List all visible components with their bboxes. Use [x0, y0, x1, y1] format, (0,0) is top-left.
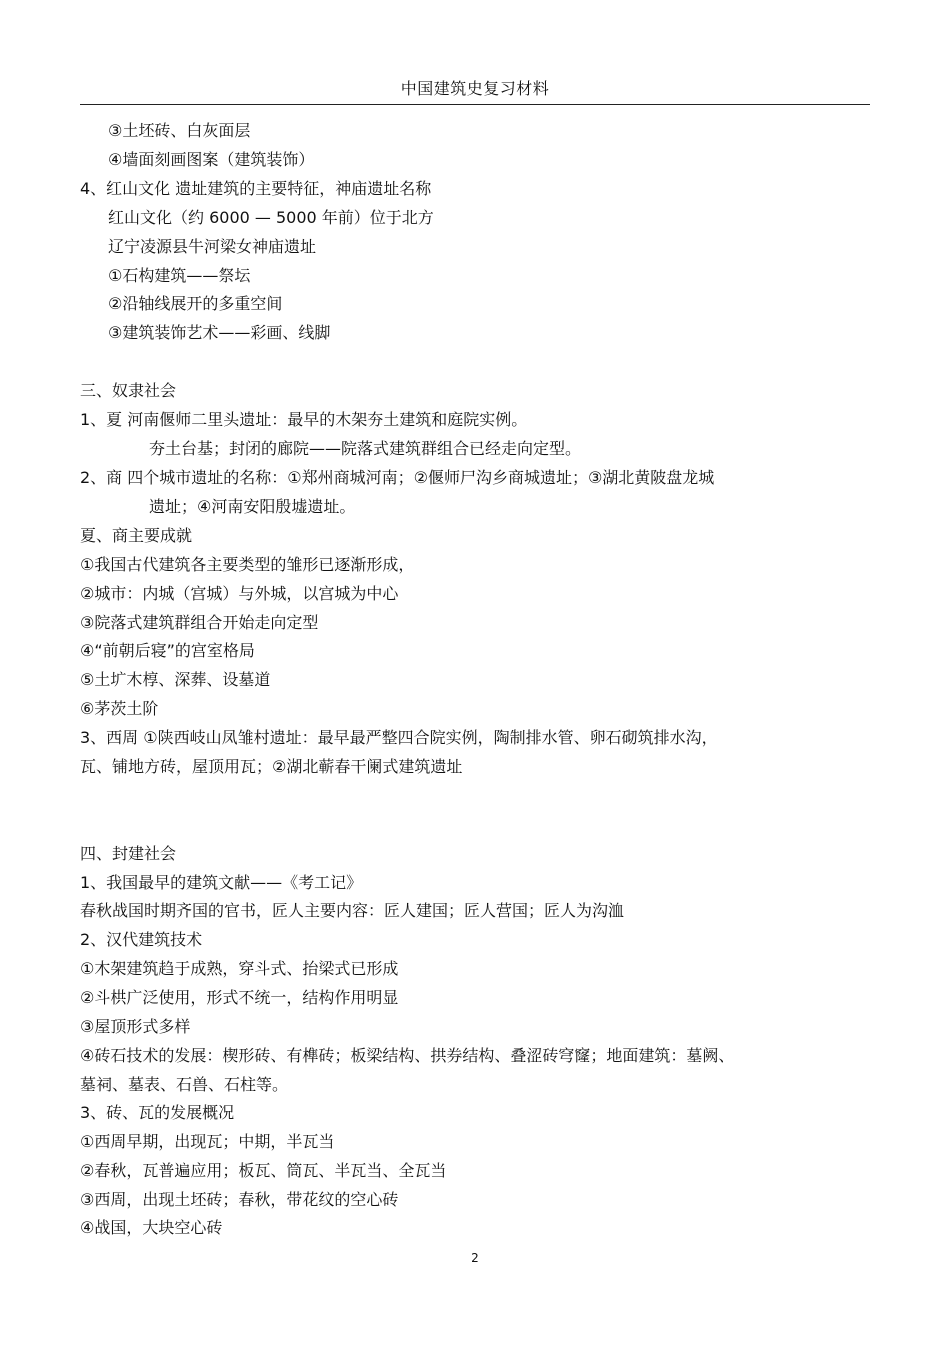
text-line: ②沿轴线展开的多重空间 — [108, 294, 283, 313]
text-line: 3、砖、瓦的发展概况 — [80, 1103, 235, 1122]
text-line: 夏、商主要成就 — [80, 526, 193, 545]
section-heading: 四、封建社会 — [80, 844, 177, 863]
text-line: 红山文化（约 6000 — 5000 年前）位于北方 — [108, 208, 434, 227]
text-line: ②城市：内城（宫城）与外城，以宫城为中心 — [80, 584, 399, 603]
text-line: 瓦、铺地方砖，屋顶用瓦；②湖北蕲春干阑式建筑遗址 — [80, 757, 463, 776]
text-line: ④砖石技术的发展：楔形砖、有榫砖；板梁结构、拱券结构、叠涩砖穹窿；地面建筑：墓阙、 — [80, 1046, 735, 1065]
text-line: 2、汉代建筑技术 — [80, 930, 203, 949]
header-rule — [80, 104, 870, 105]
text-line: 墓祠、墓表、石兽、石柱等。 — [80, 1075, 289, 1094]
section-heading: 三、奴隶社会 — [80, 381, 177, 400]
text-line: ③土坯砖、白灰面层 — [108, 121, 251, 140]
text-line: 3、西周 ①陕西岐山凤雏村遗址：最早最严整四合院实例，陶制排水管、卵石砌筑排水沟， — [80, 728, 718, 747]
text-line: ②春秋，瓦普遍应用；板瓦、筒瓦、半瓦当、全瓦当 — [80, 1161, 447, 1180]
text-line: 4、红山文化 遗址建筑的主要特征，神庙遗址名称 — [80, 179, 432, 198]
text-line: 2、商 四个城市遗址的名称：①郑州商城河南；②偃师尸沟乡商城遗址；③湖北黄陂盘龙城 — [80, 468, 715, 487]
text-line: ④“前朝后寝”的宫室格局 — [80, 641, 255, 660]
text-line: ①木架建筑趋于成熟，穿斗式、抬梁式已形成 — [80, 959, 399, 978]
text-line: ②斗栱广泛使用，形式不统一，结构作用明显 — [80, 988, 399, 1007]
text-line: 辽宁凌源县牛河梁女神庙遗址 — [108, 237, 317, 256]
text-line: 夯土台基；封闭的廊院——院落式建筑群组合已经走向定型。 — [149, 439, 582, 458]
text-line: 1、夏 河南偃师二里头遗址：最早的木架夯土建筑和庭院实例。 — [80, 410, 528, 429]
text-line: ⑤土圹木椁、深葬、设墓道 — [80, 670, 271, 689]
page-number: 2 — [471, 1251, 479, 1265]
text-line: ①石构建筑——祭坛 — [108, 266, 251, 285]
text-line: 1、我国最早的建筑文献——《考工记》 — [80, 873, 363, 892]
text-line: ④墙面刻画图案（建筑装饰） — [108, 150, 315, 169]
text-line: 遗址；④河南安阳殷墟遗址。 — [149, 497, 356, 516]
text-line: 春秋战国时期齐国的官书，匠人主要内容：匠人建国；匠人营国；匠人为沟洫 — [80, 901, 625, 920]
text-line: ①西周早期，出现瓦；中期，半瓦当 — [80, 1132, 335, 1151]
text-line: ①我国古代建筑各主要类型的雏形已逐渐形成， — [80, 555, 415, 574]
text-line: ④战国，大块空心砖 — [80, 1218, 223, 1237]
text-line: ③西周，出现土坯砖；春秋，带花纹的空心砖 — [80, 1190, 399, 1209]
page-header-title: 中国建筑史复习材料 — [400, 79, 550, 98]
text-line: ③建筑装饰艺术——彩画、线脚 — [108, 323, 331, 342]
text-line: ③院落式建筑群组合开始走向定型 — [80, 613, 319, 632]
text-line: ③屋顶形式多样 — [80, 1017, 191, 1036]
text-line: ⑥茅茨土阶 — [80, 699, 159, 718]
